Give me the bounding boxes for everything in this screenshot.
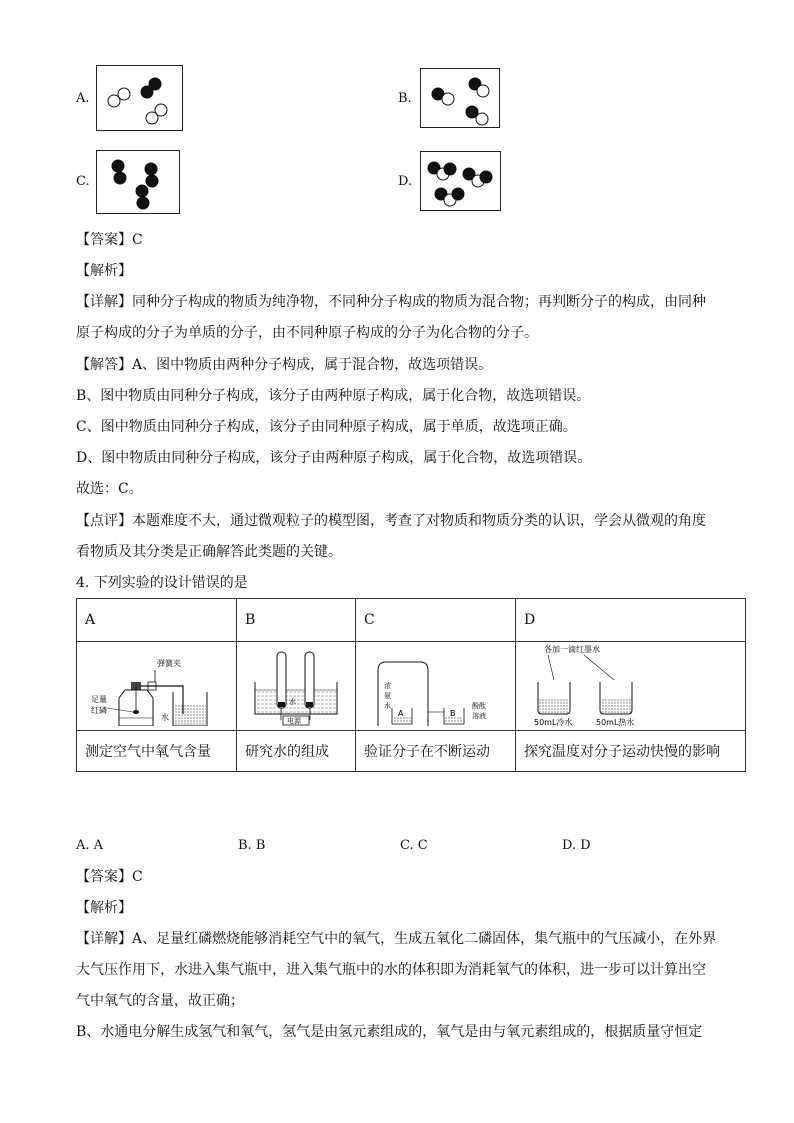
q3-answer: 【答案】C bbox=[76, 232, 143, 248]
q4-analysis-heading: 【解析】 bbox=[76, 900, 132, 916]
q4-option-c: C. C bbox=[400, 838, 428, 853]
option-a-label: A. bbox=[76, 91, 90, 106]
q3-solve-a: 【解答】A、图中物质由两种分子构成，属于混合物，故选项错误。 bbox=[76, 357, 493, 373]
q4-option-b: B. B bbox=[238, 838, 266, 853]
apparatus-d-figure bbox=[524, 642, 737, 726]
q3-choose: 故选：C。 bbox=[76, 481, 143, 497]
q3-comment-line-1: 【点评】本题难度不大，通过微观粒子的模型图，考查了对物质和物质分类的认识，学会从微观的角度 bbox=[76, 513, 706, 529]
q4-stem: 4. 下列实验的设计错误的是 bbox=[76, 575, 248, 591]
figure-cell-c bbox=[356, 642, 516, 731]
option-b-label: B. bbox=[398, 91, 412, 106]
label-phenol-2: 溶液 bbox=[472, 712, 486, 720]
label-beaker-b: B bbox=[450, 709, 456, 718]
figure-cell-a bbox=[77, 642, 237, 731]
apparatus-a-figure bbox=[85, 642, 228, 726]
label-cold-water: 50mL冷水 bbox=[534, 718, 573, 726]
label-power: 电源 bbox=[287, 717, 301, 725]
q3-detail-line-2: 原子构成的分子为单质的分子，由不同种原子构成的分子为化合物的分子。 bbox=[76, 325, 538, 341]
option-d-label: D. bbox=[398, 174, 413, 189]
apparatus-b-figure bbox=[245, 642, 347, 726]
option-c-diagram bbox=[96, 150, 180, 214]
molecule-diagram-a bbox=[97, 66, 182, 130]
experiment-c-purpose: 验证分子在不断运动 bbox=[356, 731, 516, 772]
label-ammonia-1: 浓 bbox=[384, 682, 391, 690]
label-water-b: 水 bbox=[289, 698, 296, 706]
label-water-a: 水 bbox=[161, 713, 169, 722]
option-c-label: C. bbox=[76, 174, 90, 189]
q4-detail-line-4: B、水通电分解生成氢气和氧气，氢气是由氢元素组成的，氧气是由与氧元素组成的，根据质量守恒定 bbox=[76, 1024, 703, 1040]
table-header-c: C bbox=[356, 599, 516, 642]
option-a-diagram bbox=[96, 65, 183, 131]
experiment-a-purpose: 测定空气中氧气含量 bbox=[77, 731, 237, 772]
q4-detail-line-3: 气中氧气的含量，故正确； bbox=[76, 993, 244, 1009]
q3-detail-line-1: 【详解】同种分子构成的物质为纯净物，不同种分子构成的物质为混合物；再判断分子的构成，由同种 bbox=[76, 294, 706, 310]
q3-solve-b: B、图中物质由同种分子构成，该分子由两种原子构成，属于化合物，故选项错误。 bbox=[76, 388, 591, 404]
option-b-diagram bbox=[420, 68, 500, 128]
table-header-d: D bbox=[516, 599, 746, 642]
table-header-a: A bbox=[77, 599, 237, 642]
experiment-b-purpose: 研究水的组成 bbox=[237, 731, 356, 772]
label-drop-ink: 各加一滴红墨水 bbox=[544, 645, 600, 654]
table-header-b: B bbox=[237, 599, 356, 642]
label-hot-water: 50mL热水 bbox=[596, 718, 635, 726]
label-ammonia-3: 水 bbox=[384, 702, 391, 710]
q4-answer: 【答案】C bbox=[76, 869, 143, 885]
q3-solve-c: C、图中物质由同种分子构成，该分子由同种原子构成，属于单质，故选项正确。 bbox=[76, 419, 577, 435]
label-phos-1: 足量 bbox=[91, 695, 107, 704]
q4-option-a: A. A bbox=[76, 838, 104, 853]
figure-cell-b bbox=[237, 642, 356, 731]
apparatus-c-figure bbox=[364, 642, 507, 726]
experiment-table bbox=[76, 598, 746, 772]
option-d-diagram bbox=[420, 151, 501, 211]
q4-detail-line-1: 【详解】A、足量红磷燃烧能够消耗空气中的氧气，生成五氧化二磷固体，集气瓶中的气压减小，在外界 bbox=[76, 931, 717, 947]
molecule-diagram-b bbox=[421, 69, 499, 127]
q3-comment-line-2: 看物质及其分类是正确解答此类题的关键。 bbox=[76, 544, 342, 560]
label-phos-2: 红磷 bbox=[91, 706, 107, 715]
experiment-d-purpose: 探究温度对分子运动快慢的影响 bbox=[516, 731, 746, 772]
label-phenol-1: 酚酞 bbox=[472, 702, 486, 710]
molecule-diagram-d bbox=[421, 152, 500, 210]
label-spring-clamp: 弹簧夹 bbox=[157, 659, 181, 668]
molecule-diagram-c bbox=[97, 151, 179, 213]
q3-solve-d: D、图中物质由同种分子构成，该分子由两种原子构成，属于化合物，故选项错误。 bbox=[76, 450, 592, 466]
q3-analysis-heading: 【解析】 bbox=[76, 263, 132, 279]
q4-detail-line-2: 大气压作用下，水进入集气瓶中，进入集气瓶中的水的体积即为消耗氧气的体积，进一步可以计算出空 bbox=[76, 962, 706, 978]
label-beaker-a: A bbox=[398, 709, 404, 718]
figure-cell-d bbox=[516, 642, 746, 731]
label-ammonia-2: 氨 bbox=[384, 692, 391, 700]
q4-option-d: D. D bbox=[562, 838, 591, 853]
